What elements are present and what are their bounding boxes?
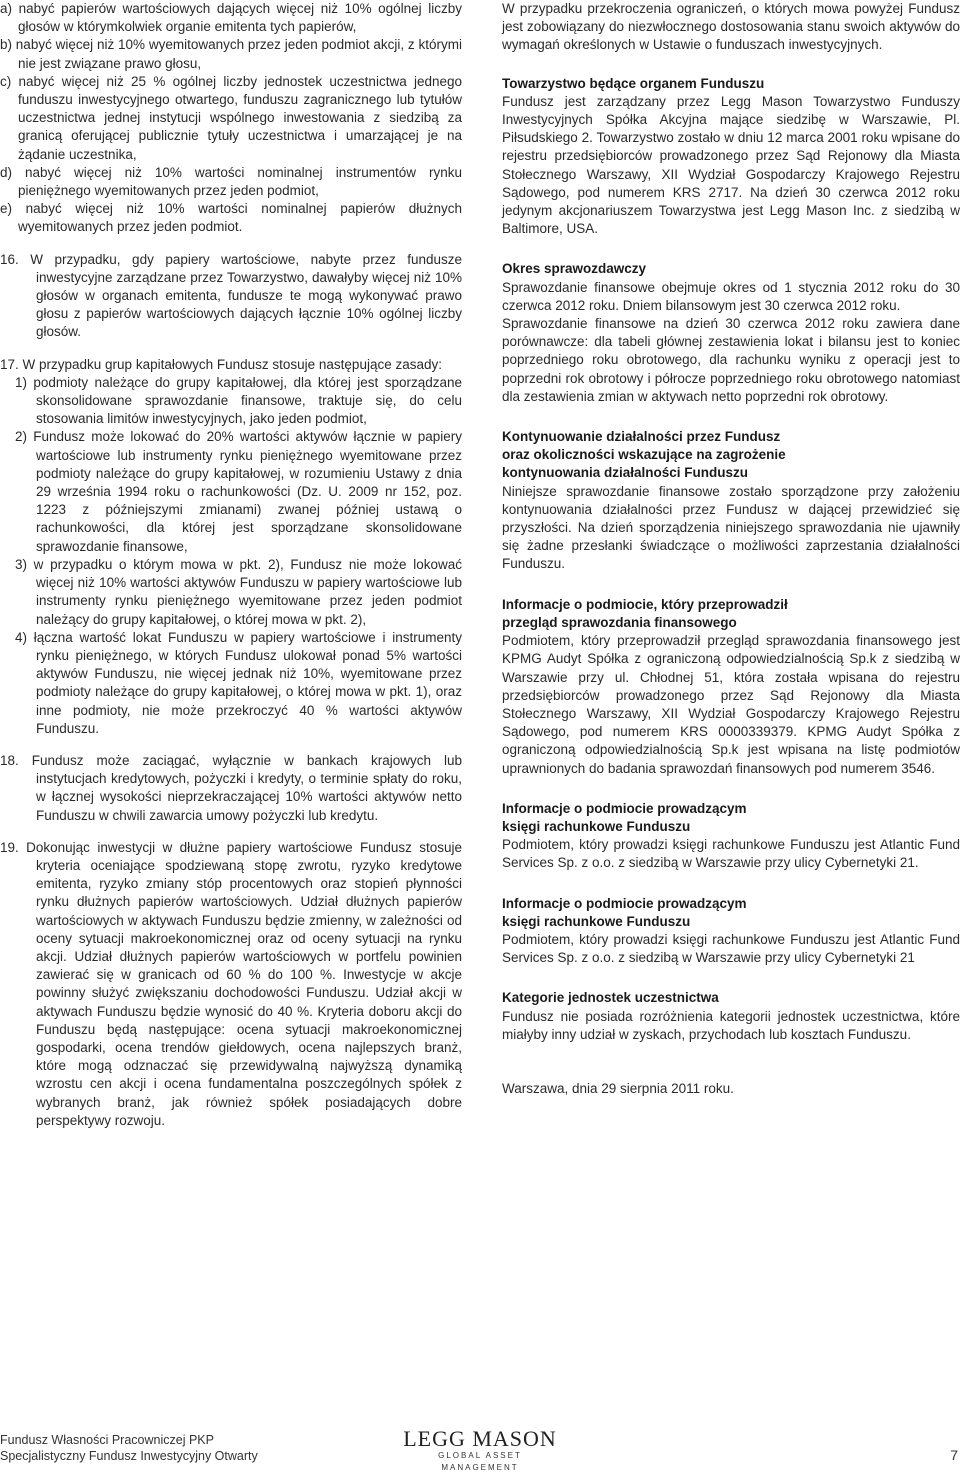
section-text: Sprawozdanie finansowe obejmuje okres od 1 stycznia 2012 roku do 30 czerwca 2012 roku. Dniem bilansowym jest 30 czerwca 2012 roku. [502,279,960,313]
list-item-a: a) nabyć papierów wartościowych dających więcej niż 10% ogólnej liczby głosów w którymkolwiek organie emitenta tych papierów, [0,1,462,35]
intro-paragraph: W przypadku przekroczenia ograniczeń, o których mowa powyżej Fundusz jest zobowiązany do niezwłocznego dostosowania stanu swoich aktywów do wymagań określonych w Ustawie o funduszach inwestycyjnych. [502,1,960,53]
logo-wordmark: LEGG MASON [403,1426,557,1451]
section-bookkeeper [502,800,960,873]
section-text: Podmiotem, który prowadzi księgi rachunkowe Funduszu jest Atlantic Fund Services Sp. z o.o. z siedzibą w Warszawie przy ulicy Cybernetyki 21 [502,931,960,966]
section-heading: Okres sprawozdawczy [502,261,647,277]
legg-mason-logo [402,1428,558,1474]
section-heading: oraz okoliczności wskazujące na zagrożenie [502,447,786,463]
paragraph-18: 18. Fundusz może zaciągać, wyłącznie w bankach krajowych lub instytucjach kredytowych, pożyczki i kredyty, o terminie spłaty do roku, w łącznej wysokości nieprzekraczającej 10% wartości aktywów netto Funduszu w chwili zawarcia umowy pożyczki lub kredytu. [0,752,462,823]
section-heading: Towarzystwo będące organem Funduszu [502,75,765,91]
list-item-b: b) nabyć więcej niż 10% wyemitowanych przez jeden podmiot akcji, z którymi nie jest związane prawo głosu, [0,37,462,71]
paragraph-17-item-1: 1) podmioty należące do grupy kapitałowej, dla której jest sporządzane skonsolidowane sprawozdanie finansowe, traktuje się, do celu stosowania limitów inwestycyjnych, jako jeden podmiot, [15,374,462,427]
paragraph-17-item-2: 2) Fundusz może lokować do 20% wartości aktywów łącznie w papiery wartościowe lub instrumenty rynku pieniężnego wyemitowane przez podmioty należące do grupy kapitałowej, w rozumieniu Ustawy z dnia 29 września 1994 roku o rachunkowości (Dz. U. 2009 nr 152, poz. 1223 z późniejszymi zmianami) zwanej później ustawą o rachunkowości, dla której jest sporządzane skonsolidowane sprawozdanie finansowe, [15,429,462,554]
section-text: Podmiotem, który przeprowadził przegląd sprawozdania finansowego jest KPMG Audyt Spółka z ograniczoną odpowiedzialnością Sp.k z siedzibą w Warszawie przy ul. Chłodnej 51, która została wpisana do rejestru przedsiębiorców prowadzonego przez Sąd Rejonowy dla Miasta Stołecznego Warszawy, XII Wydział Gospodarczy Krajowego Rejestru Sądowego, pod numerem KRS 0000339379. KPMG Audyt Spółka z ograniczoną odpowiedzialnością Sp.k jest wpisana na listę podmiotów uprawnionych do badania sprawozdań finansowych pod numerem 3546. [502,633,960,776]
section-heading: Informacje o podmiocie prowadzącym [502,895,747,911]
paragraph-17: 17. W przypadku grup kapitałowych Fundusz stosuje następujące zasady: [0,356,442,372]
section-heading: Informacje o podmiocie prowadzącym [502,800,747,816]
date-line: Warszawa, dnia 29 sierpnia 2011 roku. [502,1080,734,1096]
section-heading: przegląd sprawozdania finansowego [502,614,737,630]
paragraph-16: 16. W przypadku, gdy papiery wartościowe, nabyte przez fundusze inwestycyjne zarządzane przez Towarzystwo, dawałyby więcej niż 10% głosów w organach emitenta, fundusze te mogą wykonywać prawo głosu z papierów wartościowych dających łącznie 10% ogólnej liczby głosów. [0,251,462,340]
list-item-c: c) nabyć więcej niż 25 % ogólnej liczby jednostek uczestnictwa jednego funduszu inwestycyjnego otwartego, funduszu zagranicznego lub tytułów uczestnictwa jednej instytucji wspólnego inwestowania z siedzibą za granicą oferującej publicznie tytuły uczestnictwa i umarzającej je na żądanie uczestnika, [0,73,462,162]
section-heading: księgi rachunkowe Funduszu [502,913,691,929]
section-heading: Kontynuowanie działalności przez Fundusz [502,429,781,445]
section-heading: kontynuowania działalności Funduszu [502,465,749,481]
footer-line-2: Specjalistyczny Fundusz Inwestycyjny Otwarty [0,1449,258,1463]
paragraph-17-item-4: 4) łączna wartość lokat Funduszu w papiery wartościowe i instrumenty rynku pieniężnego, w których Fundusz ulokował ponad 5% wartości aktywów Funduszu, nie więcej jednak niż 10%, wyemitowane przez podmioty należące do grupy kapitałowej, o której mowa w pkt. 1), oraz inne podmioty, nie może przekroczyć 40 % wartości aktywów Funduszu. [15,629,462,736]
section-unit-categories [502,989,960,1044]
section-text: Podmiotem, który prowadzi księgi rachunkowe Funduszu jest Atlantic Fund Services Sp. z o.o. z siedzibą w Warszawie przy ulicy Cybernetyki 21. [502,837,960,871]
section-text: Sprawozdanie finansowe na dzień 30 czerwca 2012 roku zawiera dane porównawcze: dla tabeli głównej zestawienia lokat i bilansu jest to koniec poprzedniego roku obrotowego, dla rachunku wyniku z operacji jest to poprzedni rok obrotowy i półrocze poprzedniego roku obrotowego natomiast dla zestawienia zmian w aktywach netto poprzedni rok obrotowy. [502,316,960,404]
section-text: Niniejsze sprawozdanie finansowe zostało sporządzone przy założeniu kontynuowania działalności przez Fundusz w dającej przewidzieć się przyszłości. Na dzień sporządzenia niniejszego sprawozdania nie ujawniły się żadne przesłanki świadczące o możliwości zaprzestania działalności Funduszu. [502,483,960,572]
logo-tagline: GLOBAL ASSET MANAGEMENT [438,1451,522,1472]
paragraph-17-item-3: 3) w przypadku o którym mowa w pkt. 2), Fundusz nie może lokować więcej niż 10% wartości aktywów Funduszu w papiery wartościowe lub instrumenty rynku pieniężnego wyemitowane przez jeden podmiot należący do grupy kapitałowej, o której mowa w pkt. 2), [15,556,462,627]
section-text: Fundusz jest zarządzany przez Legg Mason Towarzystwo Funduszy Inwestycyjnych Spółka Akcyjna mające siedzibę w Warszawie, Pl. Piłsudskiego 2. Towarzystwo zostało w dniu 12 marca 2001 roku wpisane do rejestru przedsiębiorców prowadzonego przez Sąd Rejonowy dla Miasta Stołecznego Warszawy, XII Wydział Gospodarczy Krajowego Rejestru Sądowego, pod numerem KRS 2717. Na dzień 30 czerwca 2012 roku jedynym akcjonariuszem Towarzystwa jest Legg Mason Inc. z siedzibą w Baltimore, USA. [502,93,960,237]
section-auditor [502,596,960,778]
section-management-company [502,75,960,239]
paragraph-19: 19. Dokonując inwestycji w dłużne papiery wartościowe Fundusz stosuje kryteria oceniające spodziewaną stopę zwrotu, ryzyko kredytowe emitenta, ryzyko zmiany stóp procentowych oraz stopień płynności rynku dłużnych papierów wartościowych. Udział dłużnych papierów wartościowych w aktywach Funduszu będzie zmienny, w zależności od oceny sytuacji makroekonomicznej oraz od oceny sytuacji na rynku akcji. Udział dłużnych papierów wartościowych w portfelu powinien zawierać się w granicach od 60 % do 100 %. Inwestycje w akcje powinny służyć zwiększaniu dochodowości Funduszu. Udział akcji w aktywach Funduszu będzie wynosić do 40 %. Kryteria doboru akcji do Funduszu będą następujące: ocena sytuacji makroekonomicznej gospodarki, ocena trendów giełdowych, ocena najlepszych branż, które mogą odznaczać się przewidywalną najwyższą dynamiką wzrostu cen akcji i ocena fundamentalna poszczególnych spółek z wybranych branż, jak również spółek posiadających dobre perspektywy rozwoju. [0,839,462,1128]
footer-fund-name [0,1432,258,1464]
footer-line-1: Fundusz Własności Pracowniczej PKP [0,1433,214,1447]
section-text: Fundusz nie posiada rozróżnienia kategorii jednostek uczestnictwa, które miałyby inny udział w zyskach, przychodach lub kosztach Funduszu. [502,1008,960,1042]
section-heading: Informacje o podmiocie, który przeprowadził [502,596,788,612]
right-column [502,0,960,1098]
section-heading: księgi rachunkowe Funduszu [502,818,691,834]
section-bookkeeper-repeat [502,895,960,968]
page-number: 7 [950,1447,958,1463]
section-heading: Kategorie jednostek uczestnictwa [502,990,719,1006]
section-going-concern [502,428,960,574]
section-reporting-period [502,260,960,406]
list-item-d: d) nabyć więcej niż 10% wartości nominalnej instrumentów rynku pieniężnego wyemitowanych przez jeden podmiot, [0,164,462,199]
left-column [0,0,462,1130]
list-item-e: e) nabyć więcej niż 10% wartości nominalnej papierów dłużnych wyemitowanych przez jeden podmiot. [0,201,462,235]
